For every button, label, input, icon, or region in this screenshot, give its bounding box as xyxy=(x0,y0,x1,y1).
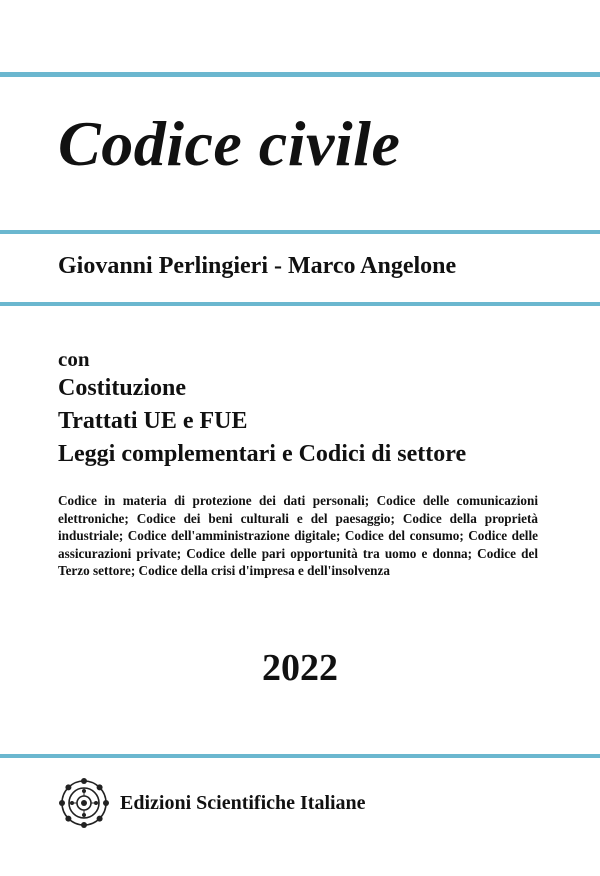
contents-item-leggi: Leggi complementari e Codici di settore xyxy=(58,441,467,467)
authors-divider xyxy=(0,302,600,306)
edition-year: 2022 xyxy=(262,647,338,689)
publisher-logo-icon xyxy=(58,777,110,829)
contents-list xyxy=(58,372,466,471)
top-divider xyxy=(0,72,600,77)
contents-item-trattati: Trattati UE e FUE xyxy=(58,408,248,434)
codes-description: Codice in materia di protezione dei dati personali; Codice delle comunicazioni elettroniche; Codice dei beni culturali e del paesaggio; Codice della proprietà industriale; Codice dell'amministrazione digitale; Codice del consumo; Codice delle assicurazioni private; Codice delle pari opportunità tra uomo e donna; Codice del Terzo settore; Codice della crisi d'impresa e dell'insolvenza xyxy=(58,493,538,578)
publisher-name: Edizioni Scientifiche Italiane xyxy=(120,791,366,814)
publisher-block xyxy=(58,776,366,830)
book-title: Codice civile xyxy=(58,108,401,179)
bottom-divider xyxy=(0,754,600,758)
authors: Giovanni Perlingieri - Marco Angelone xyxy=(58,253,457,279)
title-divider xyxy=(0,230,600,234)
with-label: con xyxy=(58,347,90,371)
contents-item-costituzione: Costituzione xyxy=(58,375,186,401)
